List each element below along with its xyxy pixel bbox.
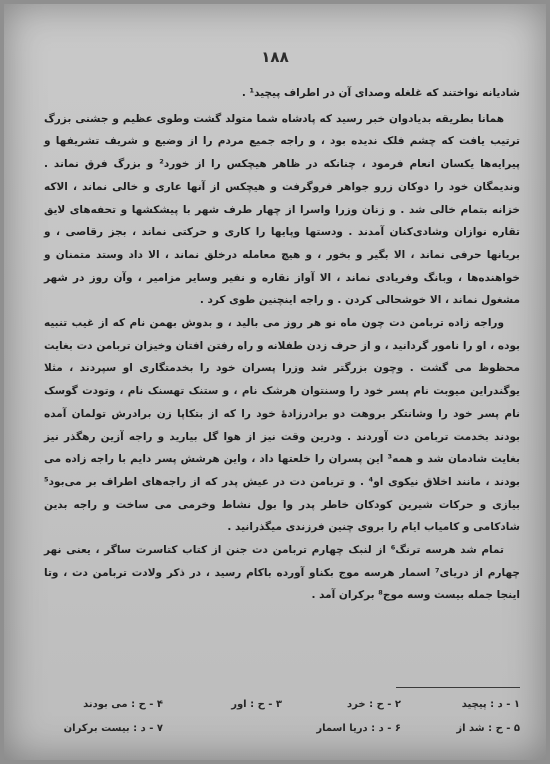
footnote-item: ۱ - د : پیچید [461, 698, 520, 710]
paragraph-4: تمام شد هرسه ترنگ⁶ از لنبک چهارم تربامن دت جنن از کتاب کتاسرت ساگر ، یعنی نهر چهارم از دریای⁷ اسمار هرسه موج بکناو آورده باکام رسید ، در ذکر ولادت تربامن دت ، وتا اینجا جمله بیست وسه موج⁸ برکران آمد . [44, 544, 520, 602]
footnote-item: ۳ - ح : اور [231, 698, 282, 710]
footnote-item: ۲ - ح : خرد [347, 698, 401, 710]
footnotes [44, 692, 520, 740]
document-page [4, 4, 546, 760]
footnote-row [44, 716, 520, 740]
paragraph-2: همانا بطریقه بدیادوان خبر رسید که پادشاه شما متولد گشت وطوی عظیم و جشنی بزرگ ترتیب یافت که چشم فلک ندیده بود ، و راجه جمیع مردم را از وضیع و شریف تشریفها و پیرایه‌ها یکسان انعام فرمود ، چنانکه در ظاهر هیچکس را از خورد² و بزرگ فرق نماند . وندیمگان خود را دوکان زرو جواهر فروگرفت و هیچکس از آنها عاری و خالی نماند ، الاکه خزانه بتمام خالی شد . و زنان وزرا واسرا از چهار طرف شهر با پیشکشها و تحفه‌های لایق تقاره نوازان وشادی‌کنان آمدند . ودستها وپایها را کاری و حرکتی نماند ، بجز رقاصی ، و بریانها حرفی نماند ، الا بگیر و بخور ، و هیچ معامله درخلق نماند ، الا داد وستد متمنان و خواهنده‌ها ، وبانگ وفریادی نماند ، الا آواز نقاره و نفیر وسایر مزامیر ، وآن روز در شهر مشغول نماند ، الا خوشحالی کردن . و راجه اینچنین طوی کرد . [44, 112, 520, 307]
paragraph-1: شادیانه نواختند که غلغله وصدای آن در اطراف پیچید¹ . [241, 87, 520, 99]
body-text [44, 82, 520, 607]
footnote-item: ۴ - ح : می بودند [83, 698, 163, 710]
footnote-row [44, 692, 520, 716]
paragraph-3: وراجه زاده تربامن دت چون ماه نو هر روز می بالید ، و بدوش بهمن نام که از غیب تنبیه بوده ، او را نامور گردانید ، و از حرف زدن طفلانه و راه رفتن افتان وخیزان تربامن دت بغایت محظوظ می گشت . وچون بزرگتر شد وزرا پسران خود را بخدمتگاری او سپردند ، مثلا یوگندراین میوبت نام پسر خود را وسنتوان هرشک نام ، و ستنک تهسنک نام ، وتودت گوسک نام پسر خود را وشانتکر بروهت دو برادرزادهٔ خود را که از بتکاپا زن برادرش تولمان آمده بودند بخدمت تربامن دت آوردند . ودرین وقت نیز از هوا گل بیارید و راجه آزین رهگذر نیز بغایت شادمان شد و همه³ این پسران را خلعتها داد ، واین هرشش پسر دایم با راجه زاده می بودند ، مانند اخلاق نیکوی او⁴ . و تربامن دت در عیش پدر که از راجه‌های اطراف بر می‌بود⁵ بیازی و حرکات شیرین کودکان خاطر پدر وا بول نشاط وخرمی می ساخت و راجه بدین شادکامی و کامیاب ایام را بروی چنین فرزندی میگذرانید . [44, 317, 520, 534]
footnote-item: ۶ - د : دریا اسمار [316, 722, 401, 734]
footnote-item: ۵ - ح : شد از [456, 722, 520, 734]
footnote-item: ۷ - د : بیست برکران [63, 722, 163, 734]
footnote-divider [396, 687, 520, 688]
page-number: ۱۸۸ [261, 48, 289, 66]
